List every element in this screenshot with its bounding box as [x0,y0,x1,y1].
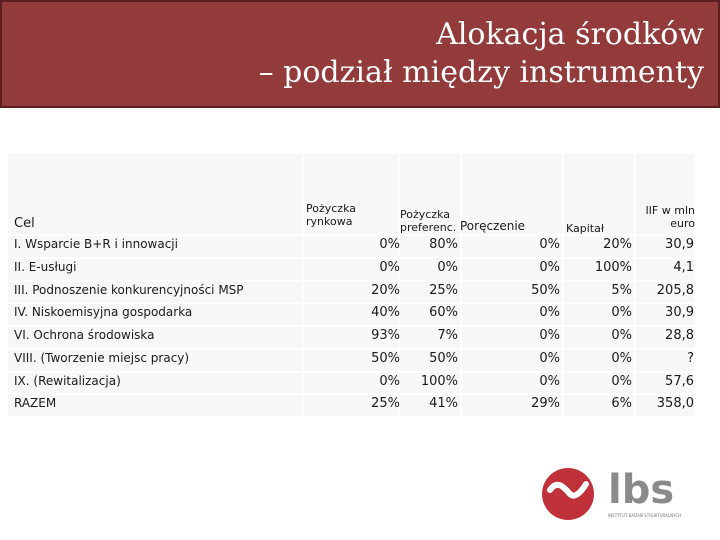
cell-kapital: 0% [611,328,632,343]
col-divider [302,154,304,416]
header-pozyczka-preferenc: Pożyczka preferenc. [400,208,457,234]
cell-poreczenie: 0% [539,237,560,252]
cell-kapital: 100% [594,260,632,275]
slide-title [104,16,704,92]
logo-subtitle: INSTYTUT BADAŃ STRUKTURALNYCH [608,513,682,518]
cell-rynkowa: 40% [371,305,400,320]
cell-kapital: 0% [611,374,632,389]
cell-rynkowa: 20% [371,283,400,298]
row-label: I. Wsparcie B+R i innowacji [14,237,178,251]
cell-preferenc: 25% [429,283,458,298]
cell-iif: 358,0 [656,396,694,411]
cell-poreczenie: 0% [539,305,560,320]
cell-iif: 30,9 [665,237,694,252]
title-line-2: – podział między instrumenty [258,55,704,90]
row-label: II. E-usługi [14,260,77,274]
header-cel: Cel [14,216,35,231]
row-divider [8,348,694,350]
row-divider [8,257,694,259]
cell-kapital: 0% [611,305,632,320]
cell-poreczenie: 29% [531,396,560,411]
cell-rynkowa: 50% [371,351,400,366]
row-label: IX. (Rewitalizacja) [14,374,121,388]
cell-rynkowa: 0% [379,237,400,252]
cell-preferenc: 50% [429,351,458,366]
logo-text: lbs [608,467,675,513]
cell-rynkowa: 93% [371,328,400,343]
row-divider [8,393,694,395]
cell-poreczenie: 0% [539,260,560,275]
cell-rynkowa: 25% [371,396,400,411]
cell-preferenc: 41% [429,396,458,411]
cell-preferenc: 0% [437,260,458,275]
cell-iif: 205,8 [656,283,694,298]
cell-rynkowa: 0% [379,374,400,389]
header-pozyczka-rynkowa: Pożyczka rynkowa [306,202,356,228]
cell-iif: 30,9 [665,305,694,320]
cell-iif: 4,1 [673,260,694,275]
cell-kapital: 6% [611,396,632,411]
cell-iif: 28,8 [665,328,694,343]
cell-preferenc: 100% [420,374,458,389]
row-label: VI. Ochrona środowiska [14,328,155,342]
cell-kapital: 0% [611,351,632,366]
cell-preferenc: 60% [429,305,458,320]
cell-preferenc: 80% [429,237,458,252]
row-divider [8,371,694,373]
title-line-1: Alokacja środków [436,17,704,52]
row-divider [8,280,694,282]
cell-poreczenie: 0% [539,374,560,389]
row-divider [8,325,694,327]
cell-iif: ? [687,351,694,366]
cell-iif: 57,6 [665,374,694,389]
title-banner [0,0,720,108]
header-iif: IIF w mln euro [645,204,695,230]
row-label: VIII. (Tworzenie miejsc pracy) [14,351,190,365]
row-label: III. Podnoszenie konkurencyjności MSP [14,283,244,297]
cell-poreczenie: 50% [531,283,560,298]
row-divider [8,302,694,304]
col-divider [562,154,564,416]
row-label: IV. Niskoemisyjna gospodarka [14,305,193,319]
cell-kapital: 20% [603,237,632,252]
header-poreczenie: Poręczenie [460,219,526,233]
header-kapital: Kapitał [566,222,604,235]
cell-rynkowa: 0% [379,260,400,275]
cell-kapital: 5% [611,283,632,298]
row-label: RAZEM [14,396,57,410]
cell-poreczenie: 0% [539,328,560,343]
col-divider [460,154,462,416]
cell-poreczenie: 0% [539,351,560,366]
allocation-table [8,154,694,416]
cell-preferenc: 7% [437,328,458,343]
